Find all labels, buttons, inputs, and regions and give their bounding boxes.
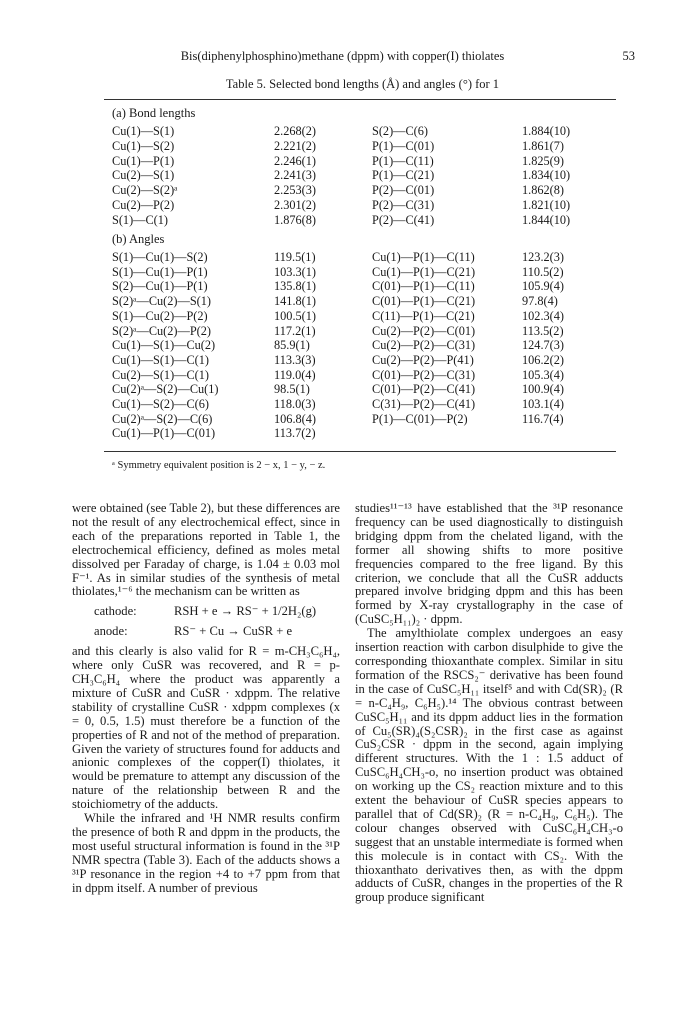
table-cell: 105.3(4): [522, 367, 565, 382]
table-cell: P(1)—C(01): [372, 138, 435, 153]
table-cell: 1.876(8): [274, 212, 317, 227]
table-cell: 119.5(1): [274, 250, 316, 264]
table-cell: 100.5(1): [274, 308, 317, 323]
table-cell: 124.7(3): [522, 338, 565, 353]
table-cell: 2.246(1): [274, 153, 317, 168]
left-column: [72, 502, 340, 895]
cathode-equation: [72, 605, 340, 619]
table-cell: 2.241(3): [274, 168, 317, 183]
table-cell: Cu(2)ᵃ—S(2)—C(6): [112, 411, 213, 426]
table-cell: 141.8(1): [274, 294, 317, 309]
table-cell: 106.2(2): [522, 352, 565, 367]
table-cell: 1.884(10): [522, 124, 571, 138]
table-cell: S(2)—Cu(1)—P(1): [112, 279, 208, 294]
table-cell: Cu(2)—S(1)—C(1): [112, 367, 210, 382]
table-cell: C(01)—P(2)—C(31): [372, 367, 476, 382]
table-cell: Cu(2)ᵃ—S(2)—Cu(1): [112, 382, 219, 397]
table-cell: 123.2(3): [522, 250, 565, 264]
table-cell: Cu(1)—S(1)—Cu(2): [112, 338, 216, 353]
table-cell: S(2)—C(6): [372, 124, 429, 138]
table-cell: 97.8(4): [522, 294, 558, 309]
table-cell: 103.1(4): [522, 397, 565, 411]
table-cell: Cu(1)—S(2)—C(6): [112, 397, 210, 411]
table-bottom-rule: [104, 451, 616, 452]
table-cell: 2.268(2): [274, 124, 317, 138]
table-cell: Cu(1)—S(1)—C(1): [112, 352, 210, 367]
angles-label: (b) Angles: [112, 232, 165, 246]
table-cell: P(2)—C(41): [372, 212, 435, 227]
table-cell: 1.862(8): [522, 183, 565, 198]
table-cell: 98.5(1): [274, 382, 310, 397]
table-cell: 100.9(4): [522, 382, 565, 397]
table-cell: 113.7(2): [274, 426, 316, 441]
table-cell: Cu(2)—P(2)—C(31): [372, 338, 476, 353]
table-cell: 116.7(4): [522, 411, 564, 426]
right-column: [355, 502, 623, 905]
table-cell: 118.0(3): [274, 397, 316, 411]
table-cell: Cu(1)—P(1)—C(21): [372, 264, 476, 279]
running-title: Bis(diphenylphosphino)methane (dppm) with copper(I) thiolates: [180, 49, 505, 63]
table-cell: S(1)—C(1): [112, 212, 169, 227]
equation-label: cathode:: [94, 604, 137, 619]
table-cell: 117.2(1): [274, 323, 316, 338]
paragraph: While the infrared and ¹H NMR results confirm the presence of both R and dppm in the products, the most useful structural information is found in the ³¹P NMR spectra (Table 3). Each of the adducts shows a ³¹P resonance in the region +4 to +7 ppm from that in dppm itself. A number of previous: [72, 811, 340, 895]
table-cell: P(1)—C(01)—P(2): [372, 411, 468, 426]
table-cell: Cu(2)—S(1): [112, 168, 175, 183]
table-cell: 105.9(4): [522, 279, 565, 294]
table-cell: P(1)—C(21): [372, 168, 435, 183]
equation-label: anode:: [94, 624, 128, 639]
page-number: 53: [622, 49, 635, 63]
table-cell: 113.5(2): [522, 323, 564, 338]
table-cell: 119.0(4): [274, 367, 316, 382]
table-cell: Cu(1)—P(1)—C(01): [112, 426, 216, 441]
table-cell: C(11)—P(1)—C(21): [372, 308, 475, 323]
table-cell: 103.3(1): [274, 264, 317, 279]
table-cell: 2.301(2): [274, 198, 317, 212]
table-footnote: ᵃ Symmetry equivalent position is 2 − x, 1 − y, − z.: [112, 460, 326, 471]
bond-lengths-label: (a) Bond lengths: [112, 106, 196, 120]
table-cell: 1.844(10): [522, 212, 571, 227]
running-header: [90, 49, 635, 65]
table-cell: 106.8(4): [274, 411, 317, 426]
table-cell: 135.8(1): [274, 279, 317, 294]
table-cell: Cu(1)—P(1): [112, 153, 175, 168]
table-cell: Cu(1)—P(1)—C(11): [372, 250, 475, 264]
table-cell: C(31)—P(2)—C(41): [372, 397, 476, 411]
table-cell: 1.825(9): [522, 153, 565, 168]
equation-text: RS⁻ + Cu → CuSR + e: [174, 624, 293, 639]
table-cell: P(2)—C(01): [372, 183, 435, 198]
table-cell: 2.253(3): [274, 183, 317, 198]
table-cell: P(2)—C(31): [372, 198, 435, 212]
table-caption: Table 5. Selected bond lengths (Å) and angles (°) for 1: [225, 77, 500, 91]
table-cell: 2.221(2): [274, 138, 317, 153]
table-cell: S(1)—Cu(2)—P(2): [112, 308, 208, 323]
table-cell: S(2)ᵃ—Cu(2)—S(1): [112, 294, 211, 309]
table-cell: 110.5(2): [522, 264, 564, 279]
table-cell: 1.834(10): [522, 168, 571, 183]
table-cell: 113.3(3): [274, 352, 316, 367]
table-cell: Cu(2)—P(2)—P(41): [372, 352, 474, 367]
table-cell: S(2)ᵃ—Cu(2)—P(2): [112, 323, 211, 338]
anode-equation: [72, 625, 340, 639]
table-cell: Cu(1)—S(1): [112, 124, 175, 138]
equation-text: RSH + e → RS⁻ + 1/2H₂(g): [174, 604, 317, 619]
table-cell: 1.821(10): [522, 198, 571, 212]
paragraph: studies¹¹⁻¹³ have established that the ³¹P resonance frequency can be used diagnostically to distinguish bridging dppm from the chelated ligand, with the former all showing shifts to more positive frequencies compared to the free ligand. By this criterion, we conclude that all the CuSR adducts prepared involve bridging dppm and this has been formed by X-ray crystallography in the case of (CuSC₅H₁₁)₂ · dppm.: [355, 501, 623, 627]
table-cell: Cu(2)—P(2): [112, 198, 175, 212]
table-cell: 102.3(4): [522, 308, 565, 323]
table-cell: P(1)—C(11): [372, 153, 434, 168]
table-cell: S(1)—Cu(1)—S(2): [112, 250, 208, 264]
paragraph: were obtained (see Table 2), but these differences are not the result of any electrochemical effect, since in each of the preparations reported in Table 1, the electrochemical efficiency, defined as moles metal dissolved per Faraday of charge, is 1.04 ± 0.03 mol F⁻¹. As in similar studies of the synthesis of metal thiolates,¹⁻⁶ the mechanism can be written as: [72, 501, 340, 599]
table-cell: C(01)—P(2)—C(41): [372, 382, 476, 397]
table-cell: S(1)—Cu(1)—P(1): [112, 264, 208, 279]
paragraph: The amylthiolate complex undergoes an easy insertion reaction with carbon disulphide to give the corresponding thioxanthate complex. Similar in situ formation of the RSCS₂⁻ derivative has been found in the case of CuSC₅H₁₁ itself⁵ and with Cd(SR)₂ (R = n-C₄H₉, C₆H₅).¹⁴ The obvious contrast between CuSC₅H₁₁ and its dppm adduct lies in the formation of Cu₅(SR)₄(S₂CSR)₂ in the first case as against CuS₂CSR · dppm in the second, again implying different structures. With the 1 : 1.5 adduct of CuSC₆H₄CH₃-o, no insertion product was obtained on working up the CS₂ reaction mixture and to this extent the behaviour of CuSR species appears to parallel that of Cd(SR)₂ (R = n-C₄H₉, C₆H₅). The colour changes observed with CuSC₆H₄CH₃-o suggest that an unstable intermediate is formed when this molecule is in contact with CS₂. With the thioxanthato derivatives then, as with the dppm adducts of CuSR, changes in the properties of the R group produce significant: [355, 626, 623, 905]
table-cell: C(01)—P(1)—C(21): [372, 294, 476, 309]
table-cell: Cu(1)—S(2): [112, 138, 175, 153]
table-cell: Cu(2)—S(2)ᵃ: [112, 183, 178, 198]
paragraph: and this clearly is also valid for R = m-CH₃C₆H₄, where only CuSR was recovered, and R = p-CH₃C₆H₄ where the product was apparently a mixture of CuSR and CuSR · xdppm. The relative stability of crystalline CuSR · xdppm complexes (x = 0, 0.5, 1.5) must therefore be a function of the properties of R and not of the method of preparation. Given the variety of structures found for adducts and anionic complexes of the copper(I) thiolates, it would be premature to attempt any discussion of the nature of the relationship between R and the stoichiometry of the adducts.: [72, 644, 340, 812]
table-cell: 1.861(7): [522, 138, 565, 153]
table-cell: 85.9(1): [274, 338, 310, 353]
table-cell: Cu(2)—P(2)—C(01): [372, 323, 476, 338]
table-cell: C(01)—P(1)—C(11): [372, 279, 475, 294]
table-top-rule: [104, 99, 616, 100]
